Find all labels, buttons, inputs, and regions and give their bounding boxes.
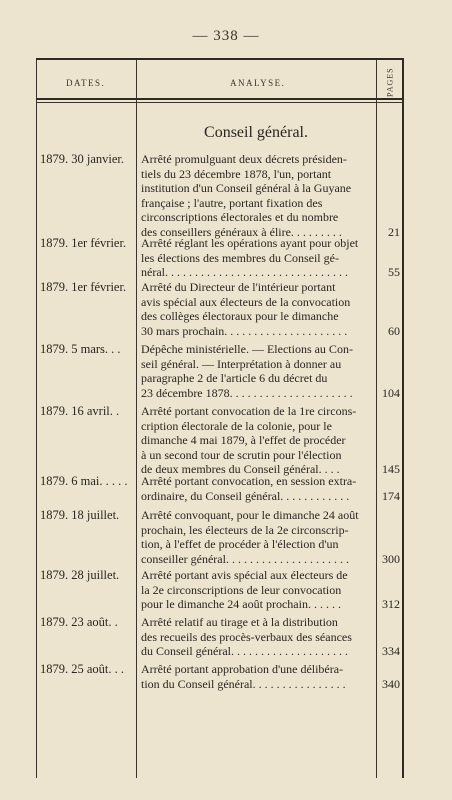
column-header-dates: DATES. (66, 78, 106, 88)
analysis-line: des conseillers généraux à élire. . . . . . . . . (141, 224, 342, 239)
entry-page-ref: 174 (382, 488, 400, 503)
entry-analysis (141, 662, 374, 691)
analysis-line: néral. . . . . . . . . . . . . . . . . . . . . . . . . . . . . . . (141, 265, 348, 279)
analysis-line: 30 mars prochain. . . . . . . . . . . . . . . . . . . . . (141, 323, 348, 338)
entry-analysis (141, 404, 374, 477)
analysis-line: prochain, les électeurs de la 2e circonscrip- (141, 522, 349, 537)
analysis-line: Arrêté du Directeur de l'intérieur portant (141, 280, 336, 294)
analysis-line: Arrêté portant convocation, en session extra- (141, 474, 357, 488)
analysis-line: du Conseil général. . . . . . . . . . . . . . . . . . . . (141, 644, 348, 658)
header-rule-thin (36, 102, 404, 103)
analysis-line: Arrêté portant approbation d'une délibéra- (141, 662, 344, 676)
analysis-line: institution d'un Conseil général à la Guyane (141, 181, 352, 195)
analysis-line: la 2e circonscriptions de leur convocation (141, 582, 342, 597)
entry-analysis (141, 236, 374, 280)
analysis-line: Arrêté portant avis spécial aux électeurs de (141, 568, 348, 582)
table-border-right (402, 60, 404, 778)
entry-page-ref: 60 (388, 323, 400, 338)
entry-date: 1879. 25 août. . . (40, 662, 125, 676)
entry-date: 1879. 1er février. (40, 236, 127, 250)
analysis-line: avis spécial aux électeurs de la convocation (141, 294, 351, 309)
analysis-line: des collèges électoraux pour le dimanche (141, 309, 339, 323)
analysis-line: Dépêche ministérielle. — Elections au Con- (141, 342, 353, 356)
analysis-line: Arrêté réglant les opérations ayant pour objet (141, 236, 359, 250)
entry-analysis (141, 342, 374, 400)
entry-date: 1879. 30 janvier. (40, 152, 125, 166)
analysis-line: française ; l'autre, portant fixation des (141, 195, 323, 210)
analysis-line: pour le dimanche 24 août prochain. . . . . . (141, 597, 341, 611)
entry-analysis (141, 508, 374, 566)
column-header-analyse: ANALYSE. (230, 78, 286, 88)
analysis-line: circonscriptions électorales et du nombre (141, 210, 339, 224)
analysis-line: tion, à l'effet de procéder à l'élection d'un (141, 537, 339, 551)
entry-date: 1879. 1er février. (40, 280, 127, 294)
entry-page-ref: 340 (382, 676, 400, 691)
table-border-left (36, 60, 37, 778)
entry-date: 1879. 6 mai. . . . . (40, 474, 128, 488)
page-number: — 338 — (192, 28, 260, 44)
analysis-line: Arrêté convoquant, pour le dimanche 24 août (141, 508, 359, 522)
analysis-line: dimanche 4 mai 1879, à l'effet de procéder (141, 433, 346, 447)
section-title: Conseil général. (204, 124, 308, 141)
analysis-line: les élections des membres du Conseil gé- (141, 250, 339, 265)
entry-analysis (141, 615, 374, 659)
analysis-line: tion du Conseil général. . . . . . . . . . . . . . . . (141, 676, 346, 691)
entry-date: 1879. 5 mars. . . (40, 342, 121, 356)
analysis-line: ordinaire, du Conseil général. . . . . . . . . . . . (141, 488, 350, 503)
analysis-line: seil général. — Interprétation à donner au (141, 356, 342, 371)
entry-page-ref: 104 (382, 385, 400, 400)
analysis-line: de deux membres du Conseil général. . . . (141, 462, 340, 476)
analysis-line: tiels du 23 décembre 1878, l'un, portant (141, 166, 332, 181)
entry-analysis (141, 474, 374, 503)
entry-analysis (141, 152, 374, 239)
header-rule (36, 98, 404, 100)
pages-column-divider (376, 60, 377, 778)
column-header-pages: PAGES (385, 67, 395, 97)
entry-page-ref: 145 (382, 462, 400, 476)
analysis-line: à un second tour de scrutin pour l'élection (141, 447, 342, 462)
analysis-line: cription électorale de la colonie, pour le (141, 418, 332, 433)
entry-page-ref: 300 (382, 551, 400, 566)
analysis-line: Arrêté portant convocation de la 1re circons- (141, 404, 357, 418)
analysis-line: paragraphe 2 de l'article 6 du décret du (141, 371, 328, 385)
entry-analysis (141, 280, 374, 338)
analysis-line: Arrêté relatif au tirage et à la distribution (141, 615, 338, 629)
entry-page-ref: 312 (382, 597, 400, 611)
entry-date: 1879. 28 juillet. (40, 568, 120, 582)
entry-date: 1879. 16 avril. . (40, 404, 120, 418)
entry-date: 1879. 23 août. . (40, 615, 118, 629)
entry-page-ref: 21 (388, 224, 400, 239)
entry-date: 1879. 18 juillet. (40, 508, 120, 522)
entry-analysis (141, 568, 374, 612)
entry-page-ref: 55 (388, 265, 400, 279)
entry-page-ref: 334 (382, 644, 400, 658)
analysis-line: des recueils des procès-verbaux des séances (141, 629, 352, 644)
analysis-line: conseiller général. . . . . . . . . . . . . . . . . . . . . (141, 551, 349, 566)
analysis-line: Arrêté promulguant deux décrets présiden- (141, 152, 347, 166)
analysis-line: 23 décembre 1878. . . . . . . . . . . . . . . . . . . . . (141, 385, 353, 400)
dates-column-divider (136, 60, 137, 778)
